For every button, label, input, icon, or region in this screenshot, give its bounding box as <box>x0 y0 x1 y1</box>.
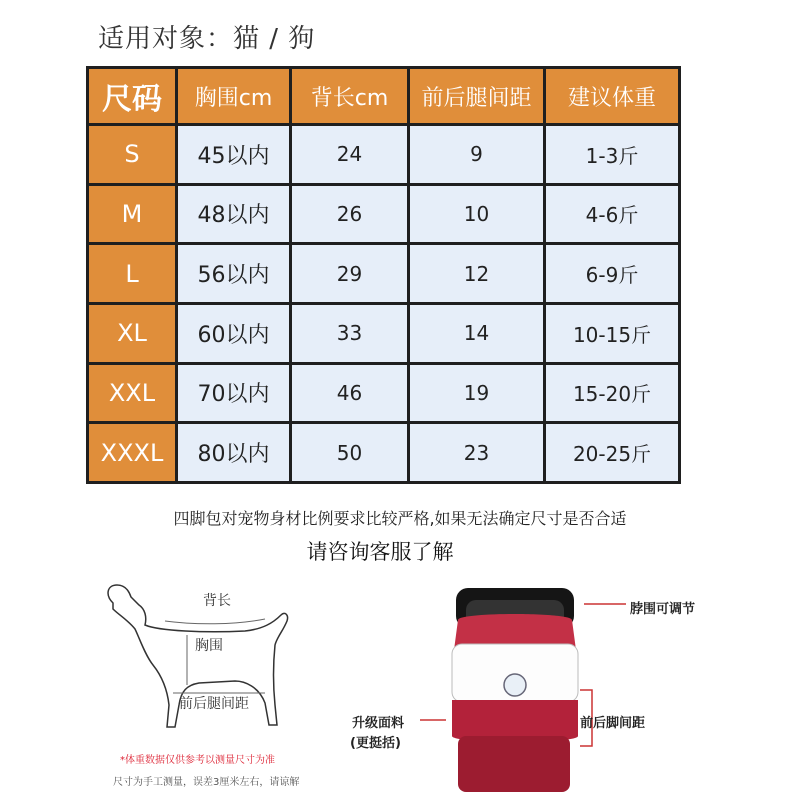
header-size: 尺码 <box>88 68 177 125</box>
chest-cell: 80以内 <box>177 423 291 483</box>
leg-distance-cell: 14 <box>409 303 545 363</box>
chest-cell: 56以内 <box>177 244 291 304</box>
weight-cell: 10-15斤 <box>545 303 680 363</box>
note-line-1: 四脚包对宠物身材比例要求比较严格,如果无法确定尺寸是否合适 <box>173 509 627 528</box>
size-table <box>86 66 681 484</box>
table-row <box>88 363 680 423</box>
leg-distance-cell: 19 <box>409 363 545 423</box>
back-length-cell: 24 <box>291 125 409 185</box>
leg-distance-cell: 9 <box>409 125 545 185</box>
fine-print: 尺寸为手工测量，误差3厘米左右，请谅解 <box>113 777 300 788</box>
back-length-cell: 26 <box>291 184 409 244</box>
weight-cell: 6-9斤 <box>545 244 680 304</box>
chest-cell: 60以内 <box>177 303 291 363</box>
back-length-cell: 46 <box>291 363 409 423</box>
chest-cell: 70以内 <box>177 363 291 423</box>
carrier-illustration-icon <box>340 560 800 800</box>
weight-cell: 15-20斤 <box>545 363 680 423</box>
note-line-2: 请咨询客服了解 <box>306 540 454 564</box>
fabric-label-line1: 升级面料 <box>352 716 405 731</box>
size-cell: XL <box>88 303 177 363</box>
weight-cell: 20-25斤 <box>545 423 680 483</box>
back-length-cell: 29 <box>291 244 409 304</box>
back-length-cell: 50 <box>291 423 409 483</box>
carrier-product-diagram <box>340 560 800 800</box>
size-cell: L <box>88 244 177 304</box>
back-length-label: 背长 <box>203 593 231 609</box>
table-row <box>88 303 680 363</box>
size-cell: XXXL <box>88 423 177 483</box>
table-header-row <box>88 68 680 125</box>
table-row <box>88 184 680 244</box>
dog-measurement-diagram <box>95 575 335 800</box>
leg-distance-cell: 23 <box>409 423 545 483</box>
weight-warning: *体重数据仅供参考以测量尺寸为准 <box>120 755 275 766</box>
size-cell: XXL <box>88 363 177 423</box>
leg-distance-cell: 10 <box>409 184 545 244</box>
header-chest: 胸围cm <box>177 68 291 125</box>
neck-adjustable-label: 脖围可调节 <box>630 602 696 617</box>
table-row <box>88 125 680 185</box>
weight-cell: 1-3斤 <box>545 125 680 185</box>
header-weight: 建议体重 <box>545 68 680 125</box>
header-back-length: 背长cm <box>291 68 409 125</box>
leg-distance-label: 前后腿间距 <box>179 696 249 712</box>
leg-distance-cell: 12 <box>409 244 545 304</box>
chest-label: 胸围 <box>195 638 223 654</box>
table-row <box>88 423 680 483</box>
chest-cell: 48以内 <box>177 184 291 244</box>
page-title: 适用对象：猫 / 狗 <box>98 24 316 54</box>
weight-cell: 4-6斤 <box>545 184 680 244</box>
table-row <box>88 244 680 304</box>
chest-cell: 45以内 <box>177 125 291 185</box>
fabric-label-line2: (更挺括) <box>350 736 401 751</box>
leg-spacing-label: 前后脚间距 <box>580 716 646 731</box>
back-length-cell: 33 <box>291 303 409 363</box>
header-leg-distance: 前后腿间距 <box>409 68 545 125</box>
size-cell: M <box>88 184 177 244</box>
size-cell: S <box>88 125 177 185</box>
